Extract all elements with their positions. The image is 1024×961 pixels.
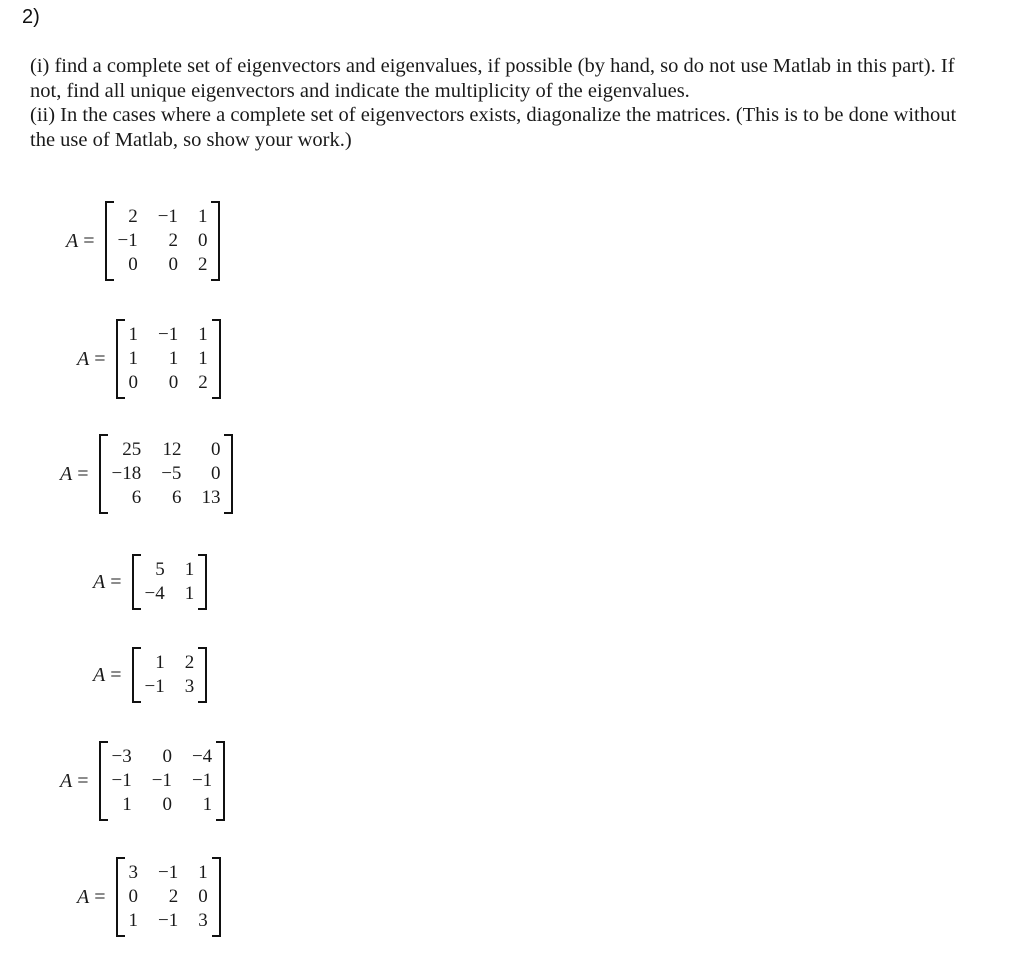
matrix-entry: −3	[111, 746, 132, 767]
right-bracket	[224, 434, 233, 514]
matrix-entry: 6	[171, 487, 182, 508]
matrix	[116, 319, 221, 399]
matrix-entry: 5	[155, 559, 165, 580]
matrix-entry: 2	[168, 230, 178, 251]
matrix-equation	[93, 554, 207, 610]
matrix-equation	[66, 201, 220, 281]
matrix-entry: −4	[191, 746, 213, 767]
problem-number: 2)	[22, 6, 40, 28]
matrix-entry: 0	[162, 746, 172, 767]
matrix-label: A =	[77, 347, 106, 370]
left-bracket	[105, 201, 114, 281]
matrix-entry: 0	[128, 886, 138, 907]
matrix-entry: −1	[144, 676, 165, 697]
matrix-entry: 1	[128, 348, 138, 369]
matrix-entry: 1	[184, 583, 195, 604]
matrix-entry: 0	[198, 886, 208, 907]
matrix-entry: 1	[197, 206, 208, 227]
matrix-entry: 3	[198, 910, 208, 931]
instruction-part-i: (i) find a complete set of eigenvectors and eigenvalues, if possible (by hand, so do not use Matlab in this part). If not, find all unique eigenvectors and indicate the multiplicity of the eigenvalues.	[30, 55, 955, 102]
matrix-entry: 0	[168, 372, 179, 393]
matrix-entry: 0	[197, 230, 208, 251]
matrix-entry: 1	[128, 324, 138, 345]
matrix	[99, 741, 226, 821]
right-bracket	[212, 319, 221, 399]
right-bracket	[198, 554, 207, 610]
matrix	[99, 434, 234, 514]
matrix-entry: 13	[201, 487, 221, 508]
matrix-equation	[60, 434, 233, 514]
matrix	[105, 201, 221, 281]
matrix-entry: 0	[128, 254, 138, 275]
matrix-entry: 0	[128, 372, 138, 393]
matrix-entry: 1	[122, 794, 132, 815]
matrix	[116, 857, 221, 937]
matrix-entry: −1	[158, 324, 179, 345]
right-bracket	[212, 857, 221, 937]
matrix-entry: 1	[198, 862, 208, 883]
matrix-entry: −1	[157, 206, 178, 227]
instructions	[30, 54, 980, 152]
left-bracket	[99, 741, 108, 821]
matrix-entry: −1	[158, 862, 179, 883]
matrix-entry: −5	[161, 463, 182, 484]
matrix-label: A =	[77, 885, 106, 908]
matrix-entry: 1	[184, 559, 195, 580]
matrix	[132, 554, 208, 610]
matrix-equation	[77, 857, 221, 937]
matrix-label: A =	[60, 462, 89, 485]
matrix-entry: 2	[184, 652, 195, 673]
right-bracket	[216, 741, 225, 821]
matrix-entry: 3	[128, 862, 138, 883]
matrix-label: A =	[93, 570, 122, 593]
instruction-part-ii: (ii) In the cases where a complete set of eigenvectors exists, diagonalize the matrices. (This is to be done without the use of Matlab, so show your work.)	[30, 104, 957, 151]
matrix-entry: 2	[128, 206, 138, 227]
matrix-entry: 6	[131, 487, 142, 508]
matrix-entry: −1	[158, 910, 179, 931]
matrix-entry: 2	[198, 372, 208, 393]
matrix-entry: 0	[210, 463, 221, 484]
matrix-entry: 1	[198, 324, 208, 345]
matrix-entry: −1	[117, 230, 138, 251]
right-bracket	[211, 201, 220, 281]
matrix-entry: −18	[111, 463, 142, 484]
matrix-entry: 2	[197, 254, 208, 275]
matrix-label: A =	[93, 663, 122, 686]
matrix-entry: 1	[198, 348, 208, 369]
left-bracket	[116, 857, 125, 937]
matrix-entry: −1	[191, 770, 213, 791]
matrix-label: A =	[60, 769, 89, 792]
matrix-entry: 1	[168, 348, 179, 369]
matrix-entry: −4	[144, 583, 165, 604]
matrix-entry: −1	[151, 770, 172, 791]
matrix-entry: −1	[111, 770, 132, 791]
matrix-entry: 3	[184, 676, 195, 697]
matrix-entry: 2	[168, 886, 179, 907]
matrix-equation	[60, 741, 225, 821]
left-bracket	[132, 647, 141, 703]
left-bracket	[116, 319, 125, 399]
left-bracket	[99, 434, 108, 514]
matrix-entry: 0	[210, 439, 221, 460]
matrix-entry: 1	[155, 652, 165, 673]
matrix-entry: 1	[202, 794, 213, 815]
matrix-equation	[93, 647, 207, 703]
matrix-entry: 25	[122, 439, 142, 460]
matrix-label: A =	[66, 229, 95, 252]
matrix-entry: 1	[128, 910, 138, 931]
right-bracket	[198, 647, 207, 703]
matrix-entry: 12	[162, 439, 182, 460]
matrix-equation	[77, 319, 221, 399]
matrix-entry: 0	[168, 254, 178, 275]
matrix	[132, 647, 208, 703]
left-bracket	[132, 554, 141, 610]
matrix-entry: 0	[162, 794, 172, 815]
